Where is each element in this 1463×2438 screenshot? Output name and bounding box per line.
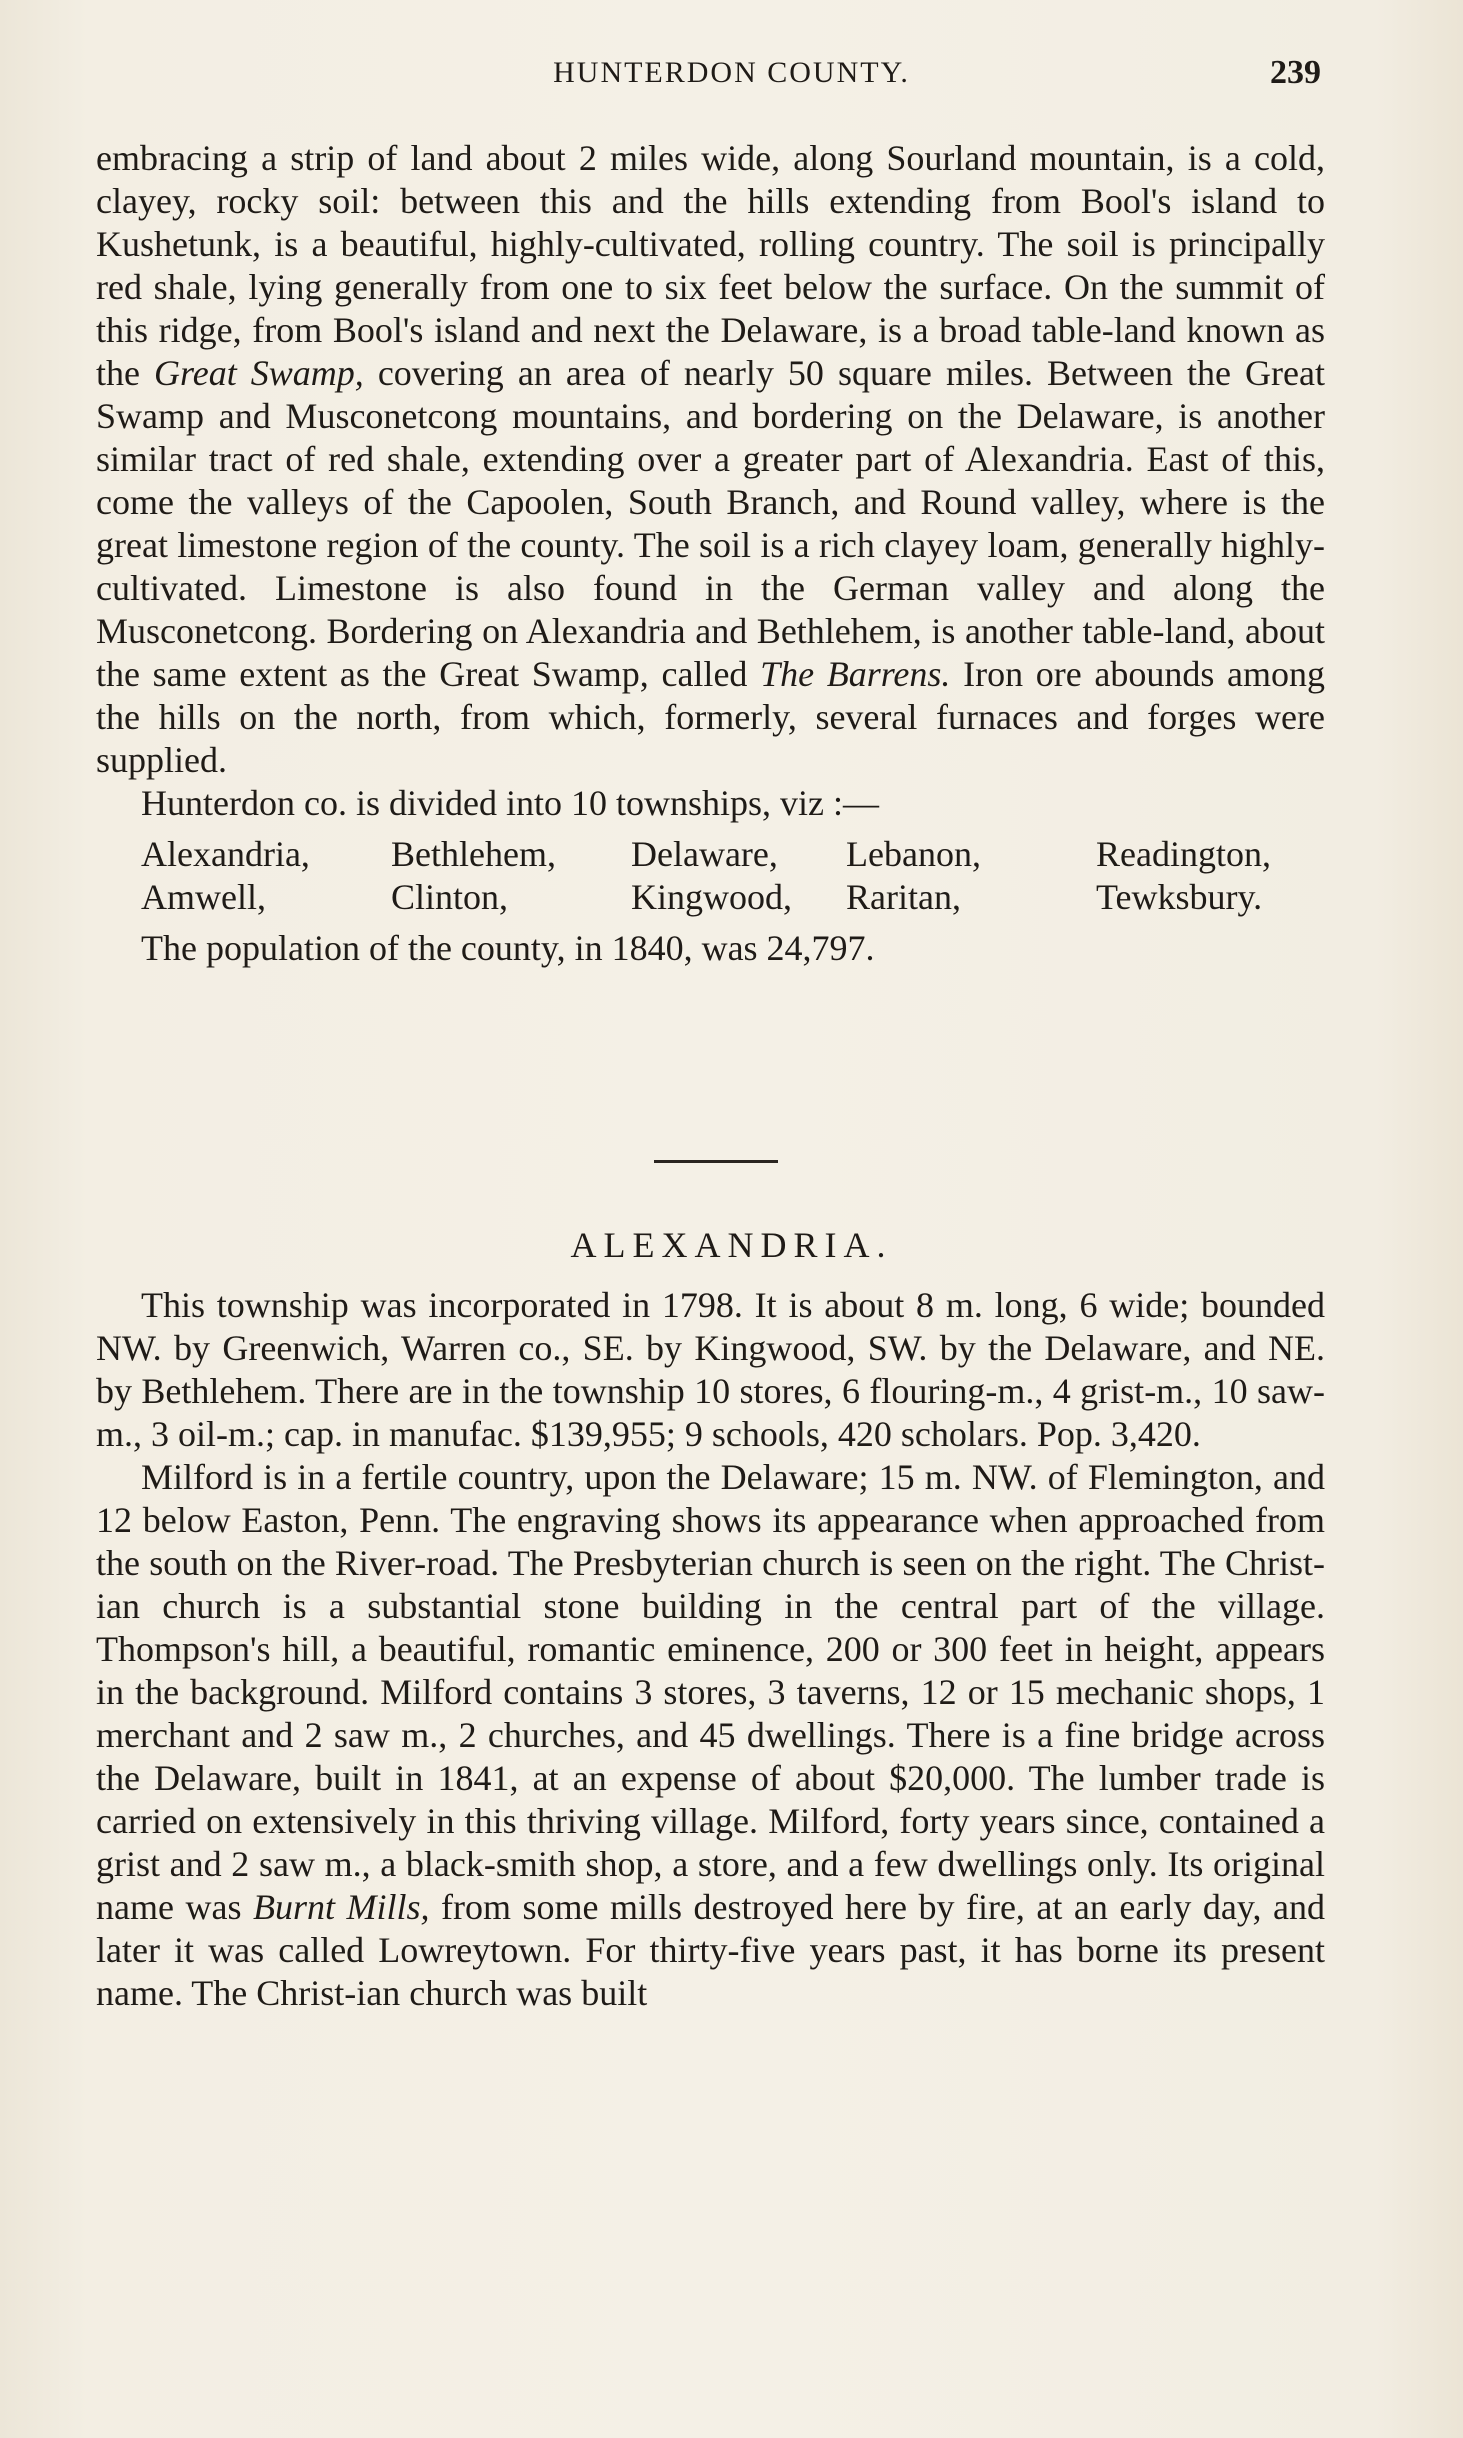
section-divider — [654, 1160, 778, 1163]
townships-row — [141, 876, 1271, 919]
township-name: Alexandria, — [141, 834, 310, 874]
townships-row — [141, 833, 1271, 876]
townships-intro: Hunterdon co. is divided into 10 townships, viz :— — [141, 783, 879, 823]
soil-text-1: embracing a strip of land about 2 miles wide, along Sourland mountain, is a cold, clayey, rocky soil: between this and the hills extending from Bool's island to Kushetunk, is a beautiful, highly-cultivated, rolling country. The soil is principally red shale, lying generally from one to six feet below the surface. On the summit of this ridge, from Bool's island and next the Delaware, is a broad table-land known as the — [96, 138, 1325, 393]
township-name: Lebanon, — [846, 834, 981, 874]
intro-text — [96, 137, 1325, 970]
soil-paragraph — [96, 137, 1325, 782]
milford-text-2: from some mills destroyed here by fire, at an early day, and later it was called Lowreytown. For thirty-five years past, it has borne its present name. The Christ-ian church was built — [96, 1887, 1325, 2013]
township-name: Kingwood, — [631, 877, 792, 917]
township-name: Readington, — [1096, 834, 1271, 874]
great-swamp-italic: Great Swamp, — [154, 353, 364, 393]
township-name: Raritan, — [846, 877, 961, 917]
milford-paragraph — [96, 1456, 1325, 2015]
alexandria-text — [96, 1284, 1325, 2015]
township-name: Delaware, — [631, 834, 778, 874]
population-paragraph: The population of the county, in 1840, was 24,797. — [141, 928, 875, 968]
running-title: HUNTERDON COUNTY. — [553, 56, 910, 89]
township-name: Bethlehem, — [391, 834, 556, 874]
milford-text-1: Milford is in a fertile country, upon the Delaware; 15 m. NW. of Flemington, and 12 below Easton, Penn. The engraving shows its appearance when approached from the south on the River-road. The Presbyterian church is seen on the right. The Christ-ian church is a substantial stone building in the central part of the village. Thompson's hill, a beautiful, romantic eminence, 200 or 300 feet in height, appears in the background. Milford contains 3 stores, 3 taverns, 12 or 15 mechanic shops, 1 merchant and 2 saw m., 2 churches, and 45 dwellings. There is a fine bridge across the Delaware, built in 1841, at an expense of about $20,000. The lumber trade is carried on extensively in this thriving village. Milford, forty years since, contained a grist and 2 saw m., a black-smith shop, a store, and a few dwellings only. Its original name was — [96, 1457, 1325, 1927]
soil-text-2: covering an area of nearly 50 square miles. Between the Great Swamp and Musconetcong mountains, and bordering on the Delaware, is another similar tract of red shale, extending over a greater part of Alexandria. East of this, come the valleys of the Capoolen, South Branch, and Round valley, where is the great limestone region of the county. The soil is a rich clayey loam, generally highly-cultivated. Limestone is also found in the German valley and along the Musconetcong. Bordering on Alexandria and Bethlehem, is another table-land, about the same extent as the Great Swamp, called — [96, 353, 1325, 694]
township-name: Amwell, — [141, 877, 266, 917]
page-number: 239 — [1270, 54, 1321, 91]
barrens-italic: The Barrens. — [760, 654, 951, 694]
township-name: Tewksbury. — [1096, 877, 1263, 917]
running-head — [0, 56, 1463, 96]
burnt-mills-italic: Burnt Mills, — [252, 1887, 430, 1927]
townships-list — [141, 833, 1325, 919]
township-paragraph: This township was incorporated in 1798. It is about 8 m. long, 6 wide; bounded NW. by Greenwich, Warren co., SE. by Kingwood, SW. by the Delaware, and NE. by Bethlehem. There are in the township 10 stores, 6 flouring-m., 4 grist-m., 10 saw-m., 3 oil-m.; cap. in manufac. $139,955; 9 schools, 420 scholars. Pop. 3,420. — [96, 1285, 1325, 1454]
township-name: Clinton, — [391, 877, 509, 917]
section-heading: ALEXANDRIA. — [570, 1225, 893, 1265]
soil-text-3: Iron ore abounds among the hills on the north, from which, formerly, several furnaces and forges were supplied. — [96, 654, 1325, 780]
